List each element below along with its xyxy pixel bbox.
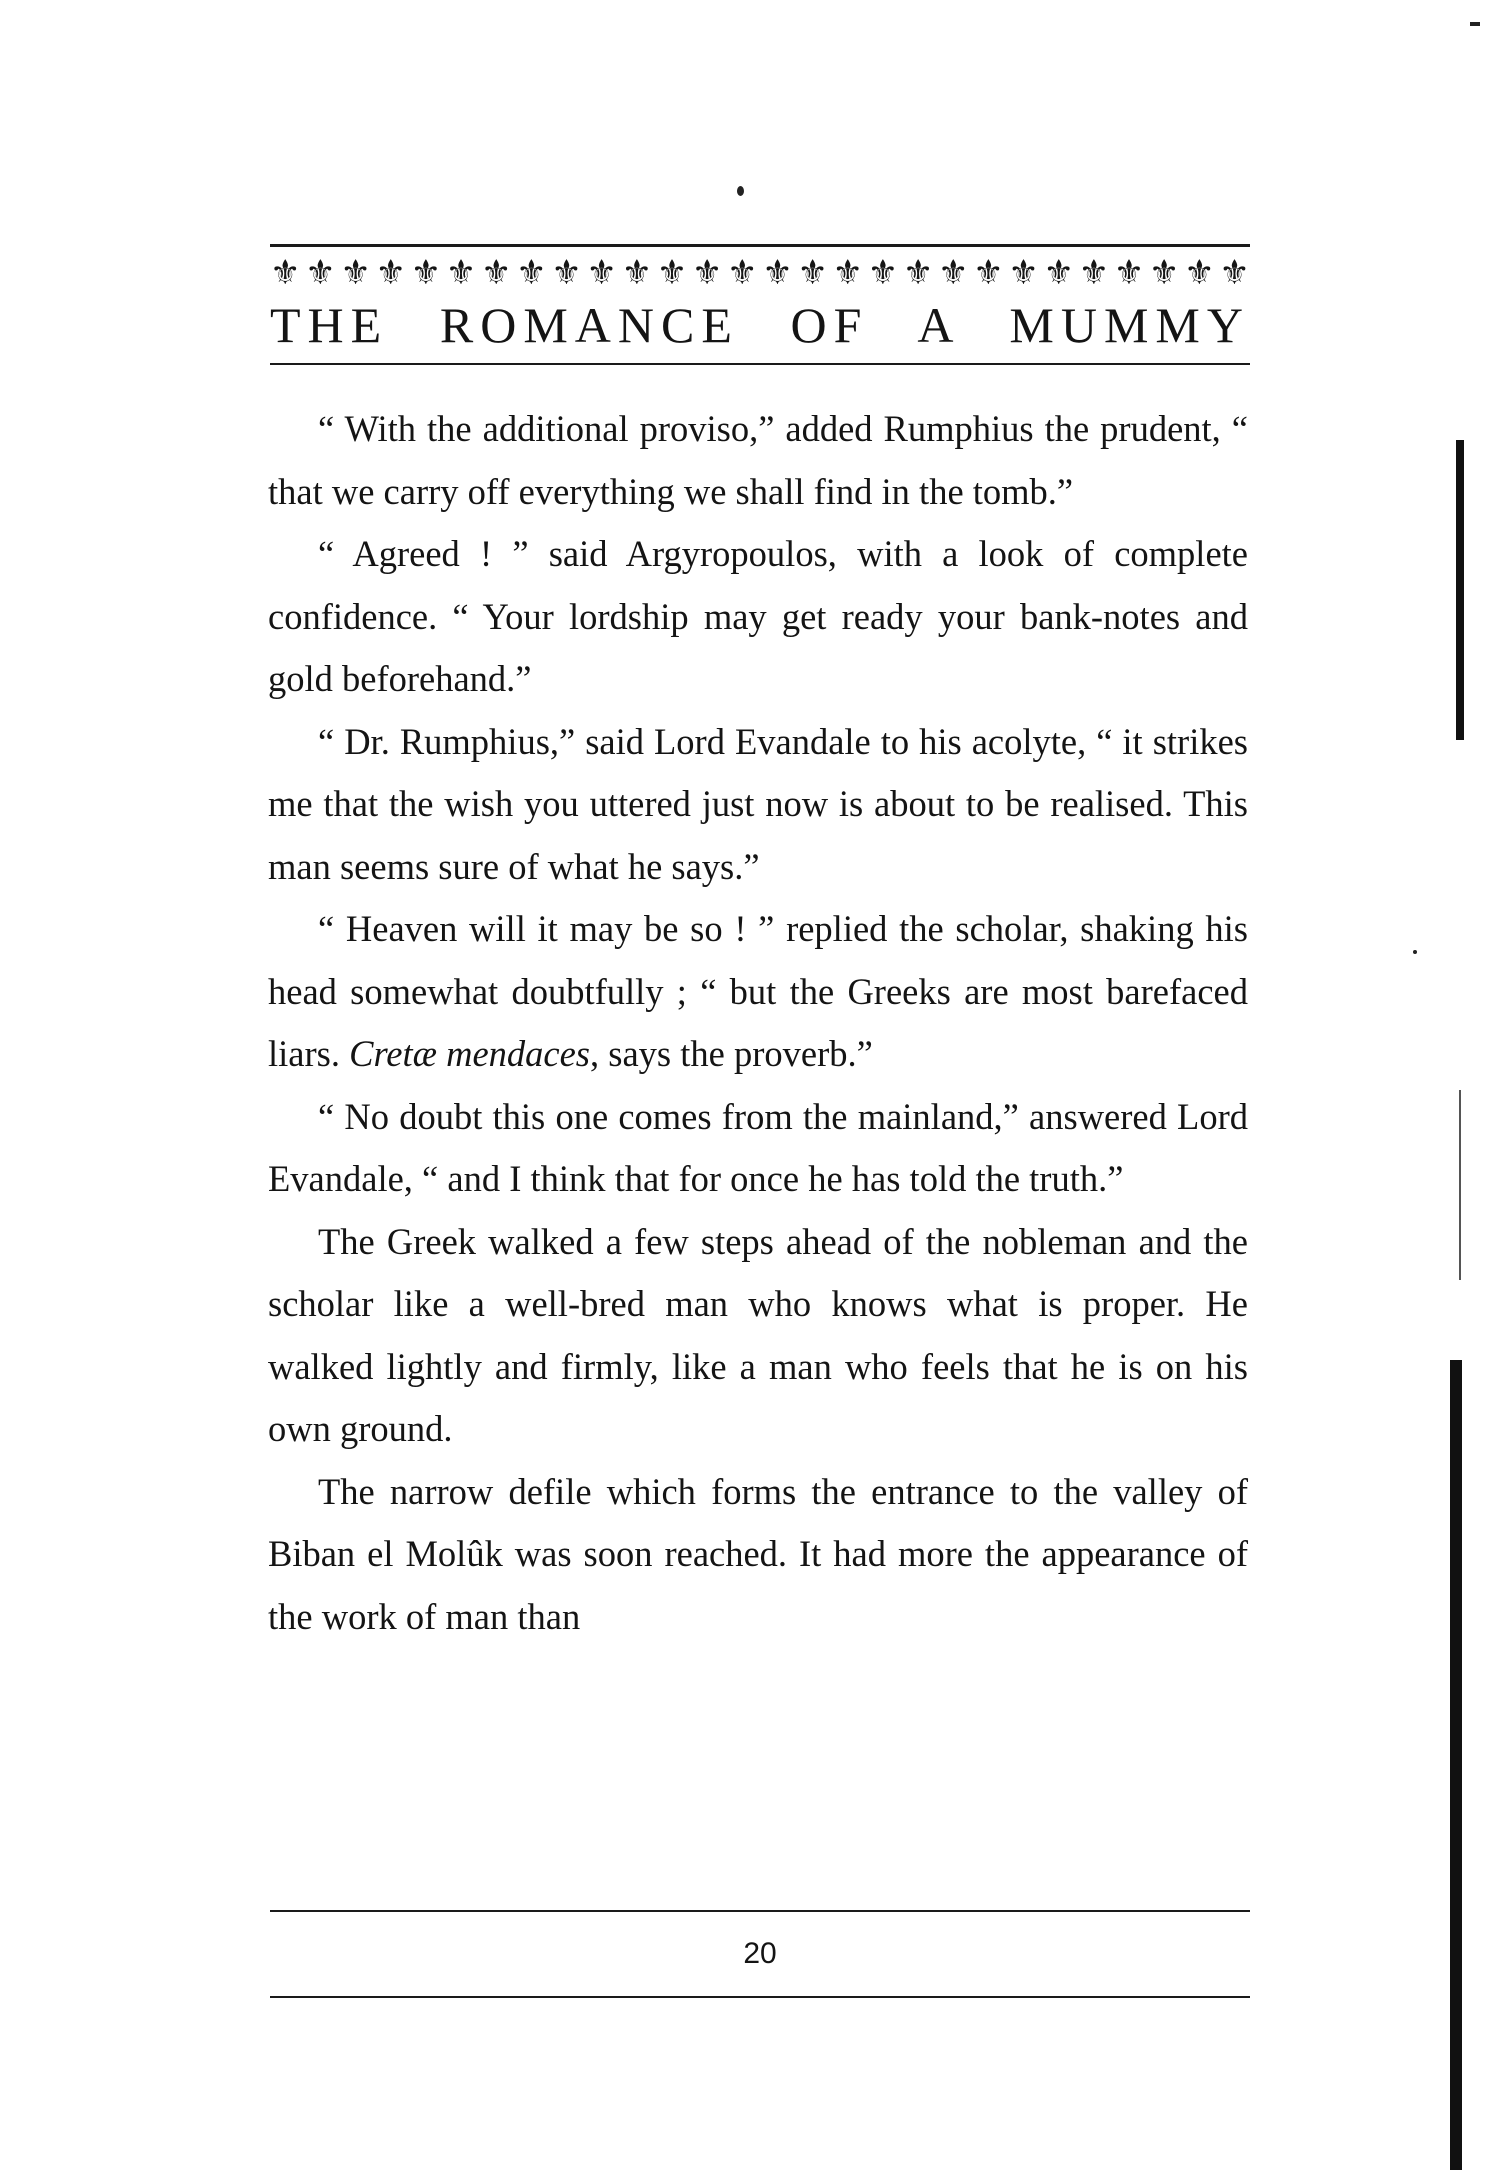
paragraph-text: , says the proverb.” [590,1033,873,1074]
fleur-de-lis-icon: ⚜ [656,253,688,293]
fleur-de-lis-icon: ⚜ [902,253,934,293]
page-header [270,244,1250,365]
fleur-de-lis-icon: ⚜ [1113,253,1145,293]
fleur-de-lis-ornament-row [270,253,1250,293]
paragraph: “ With the additional proviso,” added Rumphius the prudent, “ that we carry off everything we shall find in the tomb.” [268,408,1248,512]
footer-bottom-rule [270,1996,1250,1998]
page-number: 20 [743,1937,777,1970]
fleur-de-lis-icon: ⚜ [867,253,899,293]
fleur-de-lis-icon: ⚜ [551,253,582,293]
fleur-de-lis-icon: ⚜ [797,253,828,293]
scan-speck [1470,22,1480,26]
fleur-de-lis-icon: ⚜ [445,253,477,293]
page-footer [270,1910,1250,1998]
scan-edge-shadow [1456,440,1464,740]
fleur-de-lis-icon: ⚜ [516,253,547,293]
footer-top-rule [270,1910,1250,1912]
fleur-de-lis-icon: ⚜ [305,253,336,293]
fleur-de-lis-icon: ⚜ [1078,253,1110,293]
paragraph [268,898,1248,1086]
latin-quote: Cretæ mendaces [349,1033,591,1074]
scan-edge-shadow [1450,1360,1462,2170]
fleur-de-lis-icon: ⚜ [832,253,863,293]
body-text [268,398,1248,1648]
header-top-rule [270,244,1250,247]
fleur-de-lis-icon: ⚜ [586,253,617,293]
fleur-de-lis-icon: ⚜ [973,253,1004,293]
paragraph: The narrow defile which forms the entrance to the valley of Biban el Molûk was soon reached. It had more the appearance of the work of man than [268,1470,1248,1637]
fleur-de-lis-icon: ⚜ [1148,253,1180,293]
fleur-de-lis-icon: ⚜ [727,253,758,293]
fleur-de-lis-icon: ⚜ [1008,253,1039,293]
fleur-de-lis-icon: ⚜ [762,253,793,293]
fleur-de-lis-icon: ⚜ [480,253,512,293]
running-title: THE ROMANCE OF A MUMMY [270,297,1250,353]
scan-edge-shadow [1459,1090,1461,1280]
header-bottom-rule [270,363,1250,365]
fleur-de-lis-icon: ⚜ [340,253,371,293]
fleur-de-lis-icon: ⚜ [410,253,442,293]
fleur-de-lis-icon: ⚜ [375,253,406,293]
fleur-de-lis-icon: ⚜ [1184,253,1215,293]
fleur-de-lis-icon: ⚜ [621,253,653,293]
fleur-de-lis-icon: ⚜ [270,253,301,293]
fleur-de-lis-icon: ⚜ [1043,253,1074,293]
fleur-de-lis-icon: ⚜ [691,253,723,293]
fleur-de-lis-icon: ⚜ [1219,253,1250,293]
paragraph: “ No doubt this one comes from the mainland,” answered Lord Evandale, “ and I think that for once he has told the truth.” [268,1095,1248,1199]
paragraph: The Greek walked a few steps ahead of the nobleman and the scholar like a well-bred man who knows what is proper. He walked lightly and firmly, like a man who feels that he is on his own ground. [268,1220,1248,1449]
fleur-de-lis-icon: ⚜ [937,253,969,293]
paragraph-text: “ Heaven will it may be so ! ” replied the scholar, shaking his head somewhat doubtfully ; “ but the Greeks are most barefaced liars. [268,908,1248,1074]
scan-speck [737,186,744,196]
paragraph: “ Agreed ! ” said Argyropoulos, with a look of complete confidence. “ Your lordship may get ready your bank-notes and gold beforehand.” [268,533,1248,699]
scan-speck [1413,950,1417,954]
paragraph: “ Dr. Rumphius,” said Lord Evandale to his acolyte, “ it strikes me that the wish you uttered just now is about to be realised. This man seems sure of what he says.” [268,720,1248,887]
